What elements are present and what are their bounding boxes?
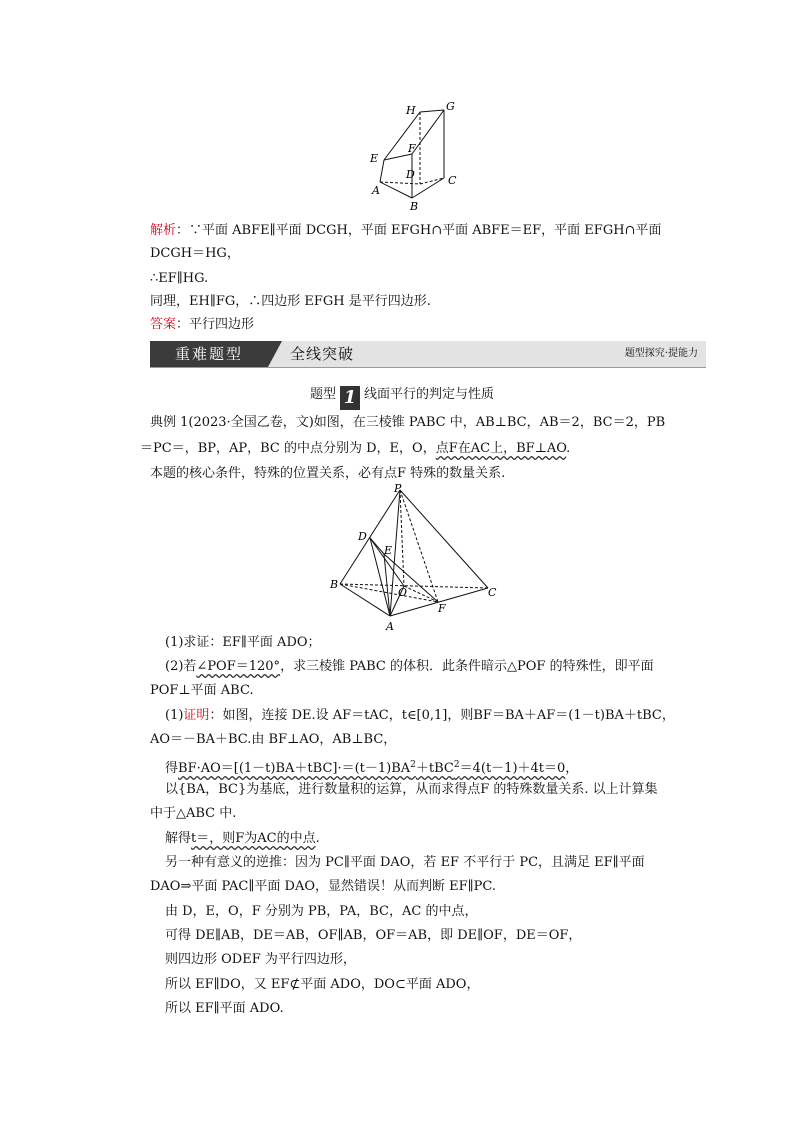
section-banner xyxy=(150,341,706,368)
example-note: 本题的核心条件，特殊的位置关系，必有点F 特殊的数量关系. xyxy=(150,466,506,481)
answer-line: 答案：平行四边形 xyxy=(150,317,255,332)
label-d2: D xyxy=(358,530,367,543)
jiexi-line-1: 解析：∵平面 ABFE∥平面 DCGH，平面 EFGH∩平面 ABFE＝EF，平面 EFGH∩平面 xyxy=(150,223,662,238)
proof-line-2: AO＝－BA＋BC.由 BF⊥AO，AB⊥BC， xyxy=(150,732,397,747)
proof-line-9: 由 D，E，O，F 分别为 PB，PA，BC，AC 的中点， xyxy=(165,904,478,919)
jiexi-line-3: ∴EF∥HG. xyxy=(150,271,209,286)
banner-right: 题型探究·提能力 xyxy=(624,348,698,359)
label-a2: A xyxy=(386,620,394,632)
proof-line-4: 以{BA，BC}为基底，进行数量积的运算，从而求得点F 的特殊数量关系. 以上计算集 xyxy=(165,782,658,797)
label-h: H xyxy=(406,104,416,117)
label-d: D xyxy=(406,168,415,181)
proof-line-7: 另一种有意义的逆推：因为 PC∥平面 DAO，若 EF 不平行于 PC，且满足 EF∥平面 xyxy=(165,855,645,870)
label-c: C xyxy=(448,174,457,187)
answer-label: 答案 xyxy=(150,317,177,332)
question-2-cont: POF⊥平面 ABC. xyxy=(150,683,254,698)
label-g: G xyxy=(446,100,455,113)
proof-line-13: 所以 EF∥平面 ADO. xyxy=(165,1001,284,1016)
proof-line-12: 所以 EF∥DO，又 EF⊄平面 ADO，DO⊂平面 ADO， xyxy=(165,977,480,992)
label-c2: C xyxy=(488,586,497,599)
proof-label: 证明 xyxy=(183,708,210,723)
figure-tetrahedron xyxy=(328,484,502,632)
label-f: F xyxy=(408,142,416,155)
proof-line-8: DAO⇒平面 PAC∥平面 DAO，显然错误！从而判断 EF∥PC. xyxy=(150,879,496,894)
proof-line-5: 中于△ABC 中. xyxy=(150,806,237,821)
jiexi-line-4: 同理，EH∥FG，∴四边形 EFGH 是平行四边形. xyxy=(150,294,431,309)
jiexi-line-2: DCGH＝HG， xyxy=(150,246,240,261)
label-e2: E xyxy=(384,544,393,557)
figure-prism xyxy=(360,98,470,214)
proof-line-11: 则四边形 ODEF 为平行四边形， xyxy=(165,952,356,967)
label-a: A xyxy=(372,184,380,197)
proof-line-10: 可得 DE∥AB，DE＝AB，OF∥AB，OF＝AB，即 DE∥OF，DE＝OF， xyxy=(165,928,582,943)
proof-line-6: 解得t＝，则F为AC的中点. xyxy=(165,831,320,846)
question-2: (2)若∠POF＝120°，求三棱锥 PABC 的体积．此条件暗示△POF 的特殊性，即平面 xyxy=(165,659,654,674)
example-line-2: ＝PC＝，BP，AP，BC 的中点分别为 D，E，O，点F在AC上，BF⊥AO. xyxy=(140,441,571,456)
label-o: O xyxy=(398,586,408,599)
tixing-heading: 题型 1 线面平行的判定与性质 xyxy=(310,387,495,408)
label-b2: B xyxy=(330,578,339,591)
proof-line-1: (1)证明：如图，连接 DE.设 AF＝tAC，t∈[0,1]，则BF＝BA＋AF＝(1－t)BA＋tBC， xyxy=(165,708,675,723)
jiexi-label: 解析 xyxy=(150,223,177,238)
tixing-number-badge: 1 xyxy=(340,386,360,410)
question-1: (1)求证：EF∥平面 ADO； xyxy=(165,635,321,650)
label-p: P xyxy=(394,484,402,495)
banner-middle: 全线突破 xyxy=(290,345,355,363)
label-e: E xyxy=(370,152,379,165)
label-b: B xyxy=(410,200,419,213)
proof-line-3: 得$BF\cdot AO=[(1-t)BA+tBC]\cdot=(t-1)BA^2+tBC^2=4(t-1)+4t=0$， xyxy=(165,760,579,776)
example-line-1: 典例 1(2023·全国乙卷，文)如图，在三棱锥 PABC 中，AB⊥BC，AB＝2，BC＝2，PB xyxy=(150,415,666,430)
label-f2: F xyxy=(438,602,446,615)
banner-left: 重难题型 xyxy=(150,341,268,367)
banner-slant xyxy=(268,341,282,367)
